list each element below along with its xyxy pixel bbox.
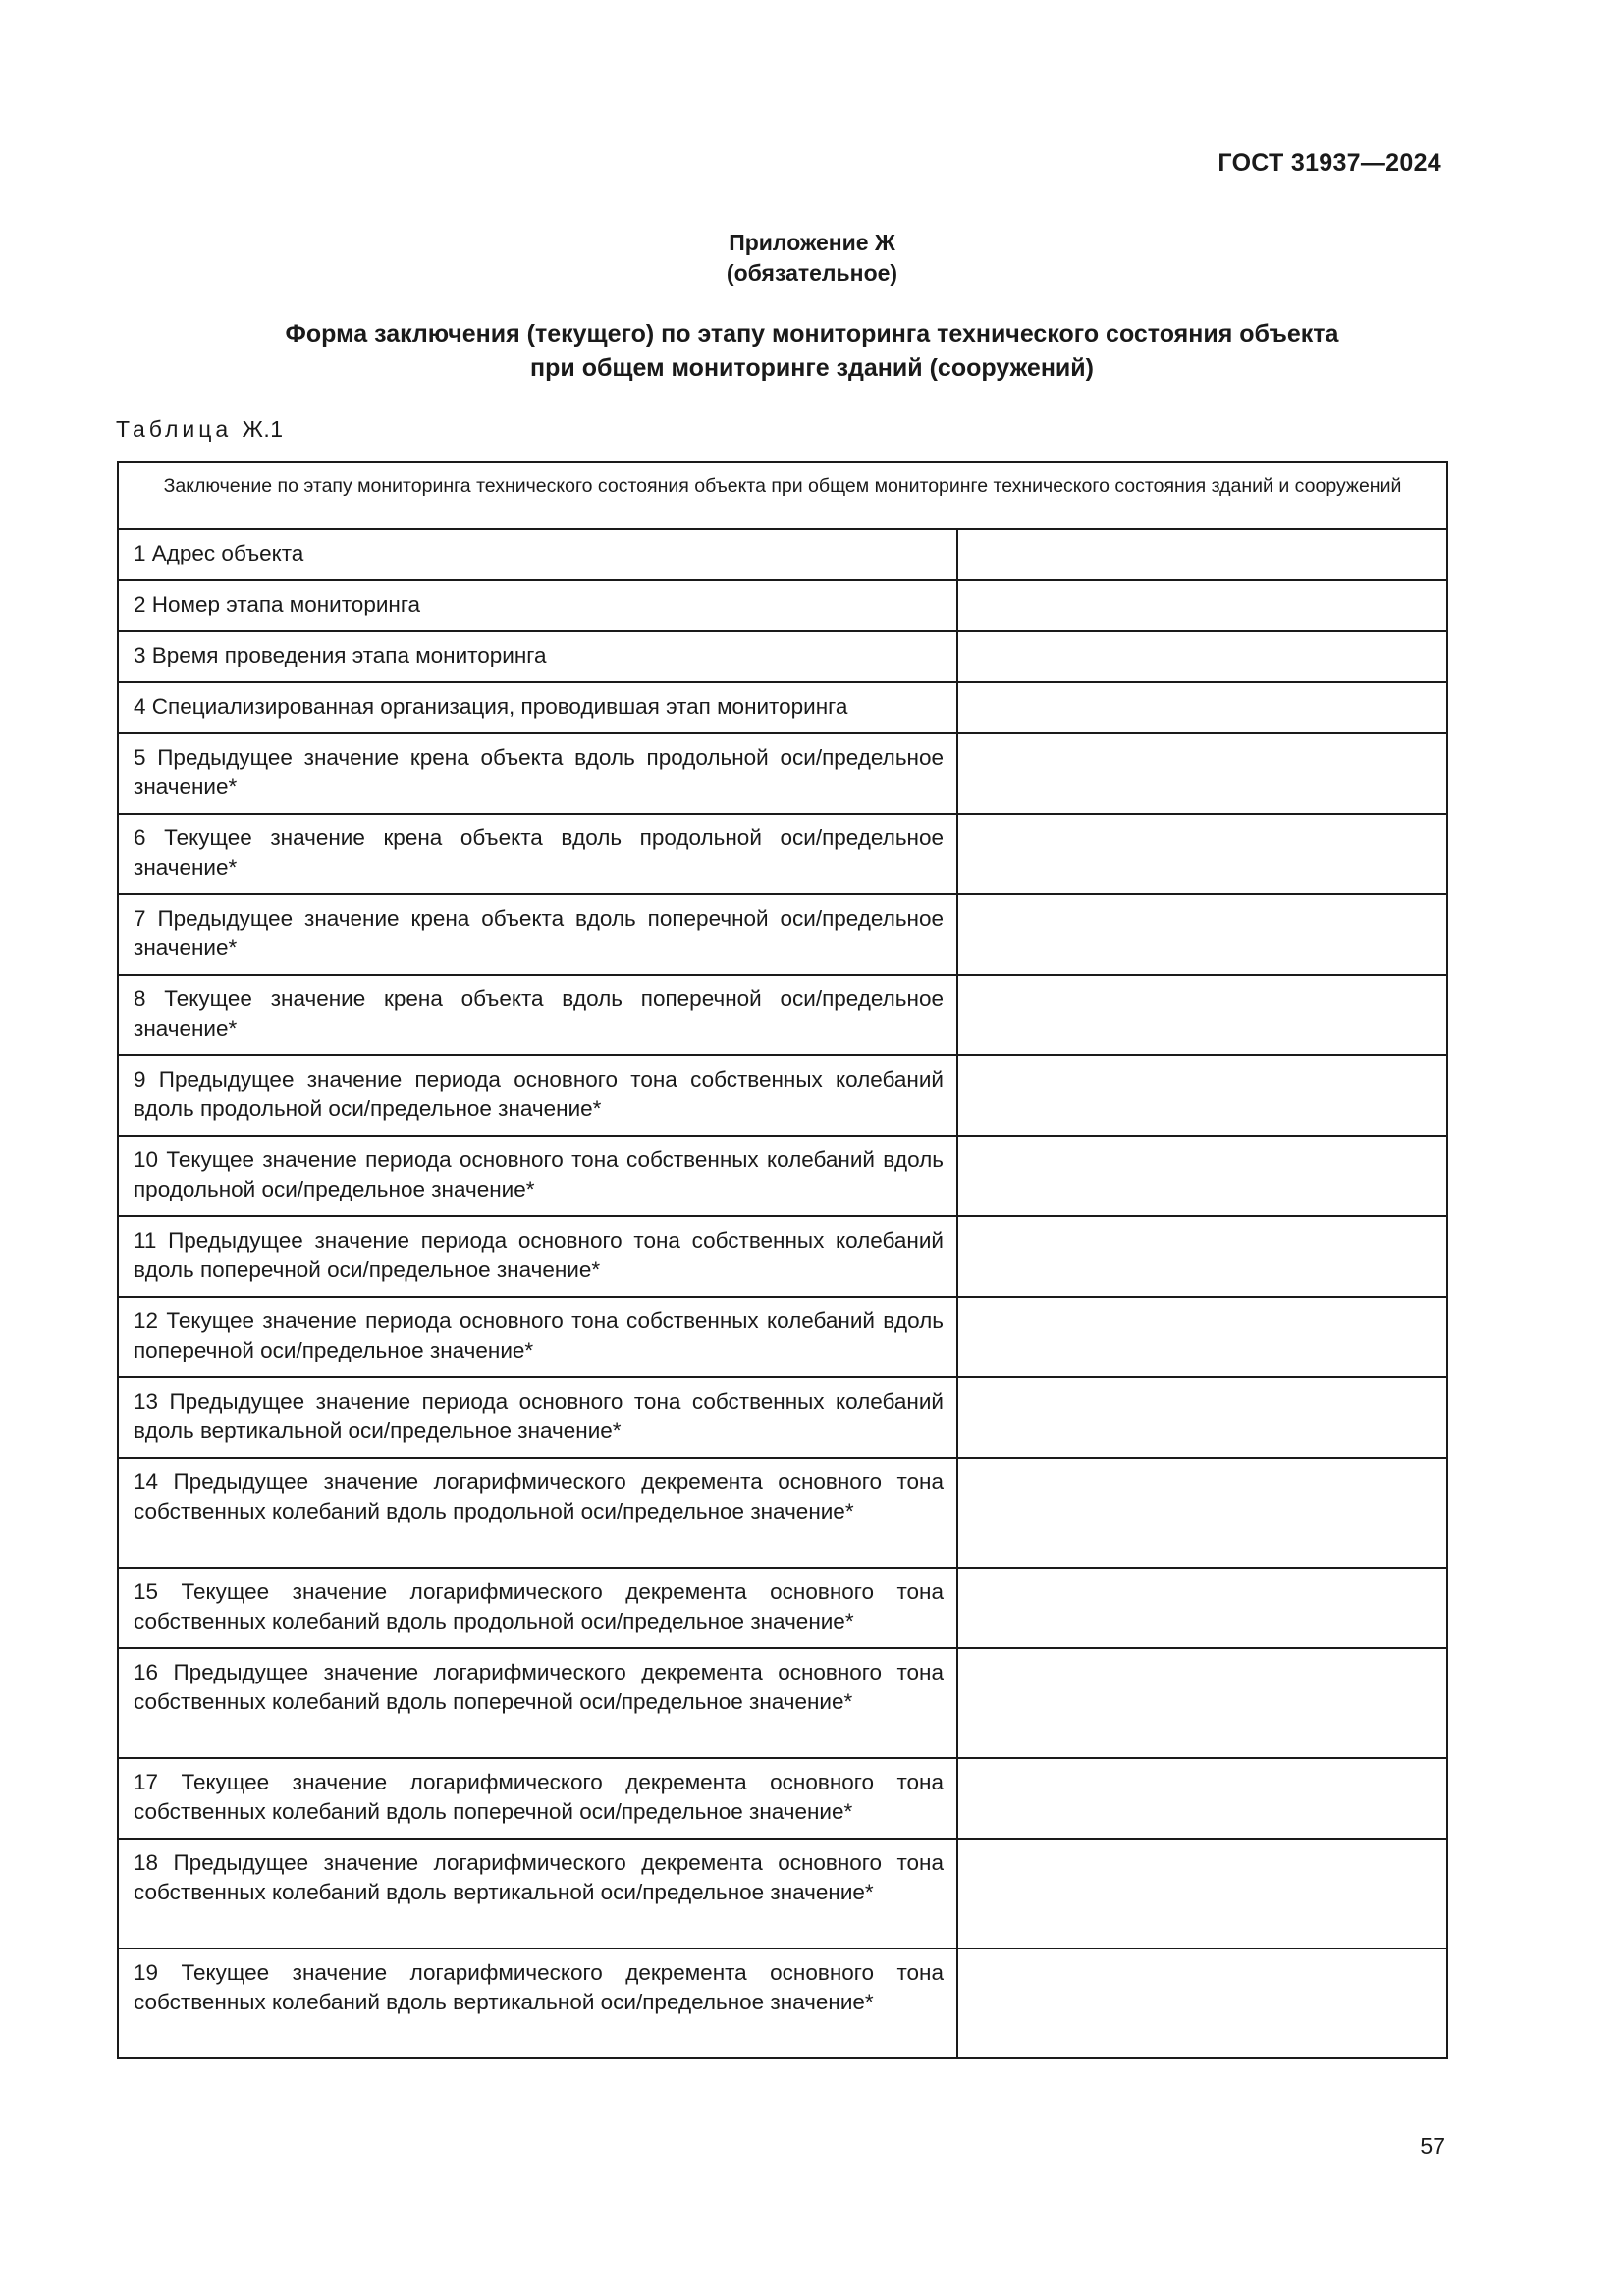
form-title (0, 317, 1624, 386)
row-label: 13 Предыдущее значение периода основного тона собственных колебаний вдоль вертикальной оси/предельное значение* (118, 1377, 957, 1458)
row-value-cell[interactable] (957, 1136, 1447, 1216)
table-row (118, 580, 1447, 631)
row-value-cell[interactable] (957, 814, 1447, 894)
row-label: 16 Предыдущее значение логарифмического декремента основного тона собственных колебаний вдоль поперечной оси/предельное значение* (118, 1648, 957, 1758)
row-label: 12 Текущее значение периода основного тона собственных колебаний вдоль поперечной оси/предельное значение* (118, 1297, 957, 1377)
row-label: 1 Адрес объекта (118, 529, 957, 580)
row-value-cell[interactable] (957, 1458, 1447, 1568)
table-row (118, 1949, 1447, 2058)
table-row (118, 1216, 1447, 1297)
row-value-cell[interactable] (957, 631, 1447, 682)
row-value-cell[interactable] (957, 1949, 1447, 2058)
row-label: 14 Предыдущее значение логарифмического декремента основного тона собственных колебаний вдоль продольной оси/предельное значение* (118, 1458, 957, 1568)
row-label: 18 Предыдущее значение логарифмического декремента основного тона собственных колебаний вдоль вертикальной оси/предельное значение* (118, 1839, 957, 1949)
row-value-cell[interactable] (957, 682, 1447, 733)
table-caption-word: Таблица (116, 416, 233, 442)
table-row (118, 733, 1447, 814)
table-header-cell: Заключение по этапу мониторинга технического состояния объекта при общем мониторинге технического состояния зданий и сооружений (118, 462, 1447, 529)
table-row (118, 682, 1447, 733)
table-row (118, 975, 1447, 1055)
table-row (118, 1136, 1447, 1216)
table-row (118, 1458, 1447, 1568)
table-row (118, 1648, 1447, 1758)
row-label: 3 Время проведения этапа мониторинга (118, 631, 957, 682)
table-caption (116, 416, 284, 443)
table-row (118, 894, 1447, 975)
table-row (118, 1297, 1447, 1377)
annex-heading (0, 228, 1624, 289)
form-title-line-2: при общем мониторинге зданий (сооружений) (530, 354, 1094, 382)
form-title-line-1: Форма заключения (текущего) по этапу мониторинга технического состояния объекта (285, 320, 1339, 347)
row-label: 17 Текущее значение логарифмического декремента основного тона собственных колебаний вдоль поперечной оси/предельное значение* (118, 1758, 957, 1839)
table-row (118, 631, 1447, 682)
row-value-cell[interactable] (957, 1216, 1447, 1297)
row-value-cell[interactable] (957, 1839, 1447, 1949)
row-value-cell[interactable] (957, 894, 1447, 975)
row-label: 4 Специализированная организация, проводившая этап мониторинга (118, 682, 957, 733)
row-value-cell[interactable] (957, 1377, 1447, 1458)
table-header-row (118, 462, 1447, 529)
row-label: 6 Текущее значение крена объекта вдоль продольной оси/предельное значение* (118, 814, 957, 894)
table-row (118, 529, 1447, 580)
row-label: 9 Предыдущее значение периода основного тона собственных колебаний вдоль продольной оси/предельное значение* (118, 1055, 957, 1136)
row-label: 11 Предыдущее значение периода основного тона собственных колебаний вдоль поперечной оси/предельное значение* (118, 1216, 957, 1297)
row-label: 7 Предыдущее значение крена объекта вдоль поперечной оси/предельное значение* (118, 894, 957, 975)
table-row (118, 1839, 1447, 1949)
row-label: 5 Предыдущее значение крена объекта вдоль продольной оси/предельное значение* (118, 733, 957, 814)
row-value-cell[interactable] (957, 1297, 1447, 1377)
row-value-cell[interactable] (957, 529, 1447, 580)
row-value-cell[interactable] (957, 733, 1447, 814)
row-label: 8 Текущее значение крена объекта вдоль поперечной оси/предельное значение* (118, 975, 957, 1055)
page-number: 57 (1420, 2133, 1445, 2159)
row-label: 19 Текущее значение логарифмического декремента основного тона собственных колебаний вдоль вертикальной оси/предельное значение* (118, 1949, 957, 2058)
row-label: 10 Текущее значение периода основного тона собственных колебаний вдоль продольной оси/предельное значение* (118, 1136, 957, 1216)
row-label: 2 Номер этапа мониторинга (118, 580, 957, 631)
table-row (118, 1568, 1447, 1648)
annex-title: Приложение Ж (729, 230, 895, 255)
annex-status: (обязательное) (726, 260, 898, 286)
table-row (118, 1055, 1447, 1136)
table-row (118, 1377, 1447, 1458)
row-value-cell[interactable] (957, 1055, 1447, 1136)
table-caption-number: Ж.1 (242, 416, 284, 442)
row-value-cell[interactable] (957, 580, 1447, 631)
document-code: ГОСТ 31937—2024 (1218, 149, 1441, 177)
row-label: 15 Текущее значение логарифмического декремента основного тона собственных колебаний вдоль продольной оси/предельное значение* (118, 1568, 957, 1648)
conclusion-form-table (117, 461, 1448, 2059)
row-value-cell[interactable] (957, 1758, 1447, 1839)
row-value-cell[interactable] (957, 1568, 1447, 1648)
row-value-cell[interactable] (957, 1648, 1447, 1758)
row-value-cell[interactable] (957, 975, 1447, 1055)
table-row (118, 814, 1447, 894)
table-row (118, 1758, 1447, 1839)
